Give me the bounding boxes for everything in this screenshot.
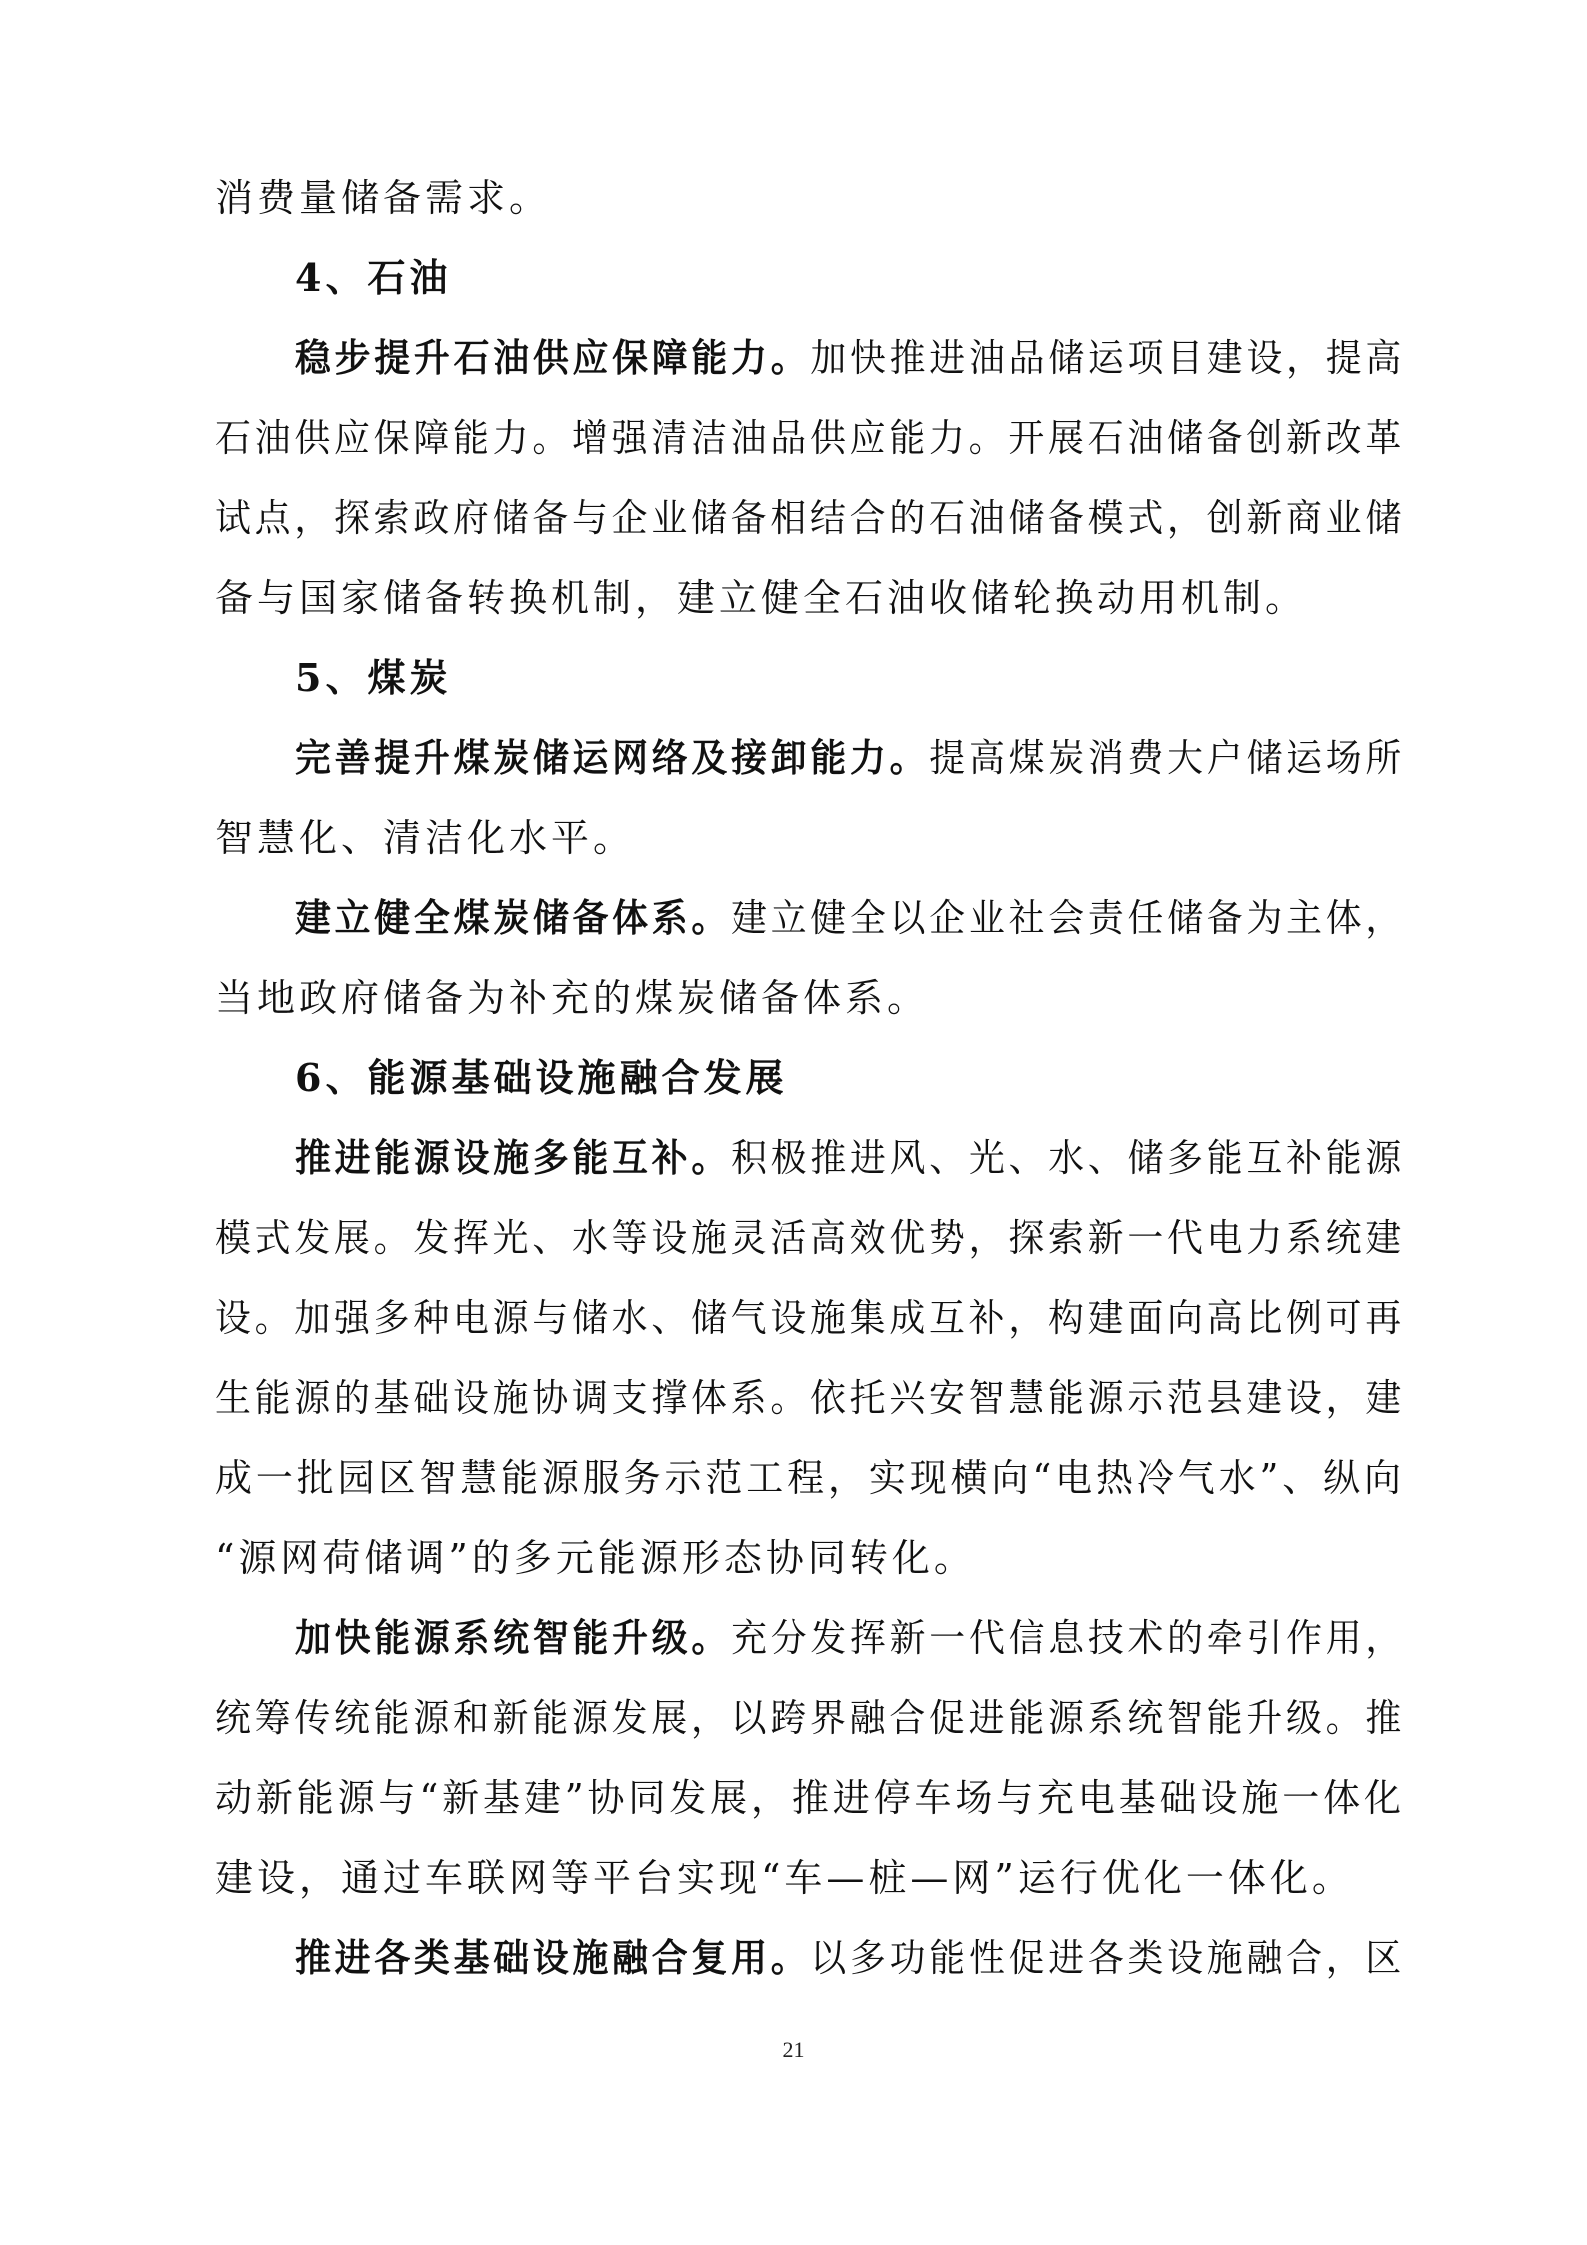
text-line	[0, 478, 1587, 558]
text-line-content	[295, 318, 1405, 398]
bold-heading-span: 推进能源设施多能互补。	[295, 1135, 732, 1180]
text-line	[0, 1198, 1587, 1278]
text-line-content	[215, 558, 1307, 638]
bold-heading-span: 4、石油	[295, 255, 452, 300]
text-line	[0, 1118, 1587, 1198]
text-span: 当地政府储备为补充的煤炭储备体系。	[215, 976, 930, 1020]
text-span: 提高煤炭消费大户储运场所	[929, 736, 1406, 780]
text-line-content	[295, 1118, 1405, 1198]
text-line	[0, 798, 1587, 878]
text-line	[0, 958, 1587, 1038]
text-line-content	[295, 1598, 1405, 1678]
text-span: 备与国家储备转换机制，建立健全石油收储轮换动用机制。	[215, 576, 1308, 620]
text-line-content	[215, 478, 1405, 558]
text-line-content	[295, 1038, 787, 1118]
text-line	[0, 238, 1587, 318]
text-span: 以多功能性促进各类设施融合，区	[810, 1936, 1406, 1980]
bold-heading-span: 建立健全煤炭储备体系。	[295, 895, 732, 940]
text-span: 积极推进风、光、水、储多能互补能源	[731, 1136, 1406, 1180]
bold-heading-span: 完善提升煤炭储运网络及接卸能力。	[295, 735, 930, 780]
text-line	[0, 398, 1587, 478]
text-span: 建立健全以企业社会责任储备为主体，	[731, 896, 1406, 940]
text-line	[0, 1758, 1587, 1838]
text-line-content	[295, 1918, 1405, 1998]
text-span: 统筹传统能源和新能源发展，以跨界融合促进能源系统智能升级。推	[215, 1696, 1406, 1740]
text-line-content	[215, 958, 929, 1038]
text-span: 充分发挥新一代信息技术的牵引作用，	[731, 1616, 1406, 1660]
bold-heading-span: 推进各类基础设施融合复用。	[295, 1935, 811, 1980]
text-line	[0, 1038, 1587, 1118]
text-line	[0, 1918, 1587, 1998]
text-span: 建设，通过车联网等平台实现“车—桩—网”运行优化一体化。	[215, 1856, 1354, 1900]
text-line	[0, 1358, 1587, 1438]
text-line	[0, 318, 1587, 398]
text-span: 生能源的基础设施协调支撑体系。依托兴安智慧能源示范县建设，建	[215, 1376, 1406, 1420]
text-line	[0, 1278, 1587, 1358]
text-line-content	[295, 638, 451, 718]
text-span: “源网荷储调”的多元能源形态协同转化。	[215, 1536, 976, 1580]
text-line	[0, 718, 1587, 798]
text-line	[0, 1678, 1587, 1758]
text-line	[0, 558, 1587, 638]
text-span: 加快推进油品储运项目建设，提高	[810, 336, 1406, 380]
text-line-content	[215, 1838, 1354, 1918]
text-line-content	[295, 878, 1405, 958]
text-line-content	[215, 1358, 1405, 1438]
text-line-content	[215, 398, 1405, 478]
text-line-content	[215, 1678, 1405, 1758]
bold-heading-span: 加快能源系统智能升级。	[295, 1615, 732, 1660]
text-span: 石油供应保障能力。增强清洁油品供应能力。开展石油储备创新改革	[215, 416, 1406, 460]
text-line-content	[295, 718, 1405, 798]
text-line-content	[215, 158, 551, 238]
text-line-content	[215, 1438, 1405, 1518]
text-span: 模式发展。发挥光、水等设施灵活高效优势，探索新一代电力系统建	[215, 1216, 1406, 1260]
text-line-content	[215, 1518, 976, 1598]
text-line	[0, 1518, 1587, 1598]
text-line-content	[295, 238, 451, 318]
text-line	[0, 158, 1587, 238]
text-line-content	[215, 798, 635, 878]
text-line	[0, 1438, 1587, 1518]
text-line-content	[215, 1758, 1405, 1838]
text-line-content	[215, 1198, 1405, 1278]
bold-heading-span: 5、煤炭	[295, 655, 452, 700]
bold-heading-span: 稳步提升石油供应保障能力。	[295, 335, 811, 380]
page-number: 21	[782, 2037, 805, 2062]
text-line-content	[215, 1278, 1405, 1358]
text-span: 智慧化、清洁化水平。	[215, 816, 636, 860]
text-span: 动新能源与“新基建”协同发展，推进停车场与充电基础设施一体化	[215, 1776, 1405, 1820]
text-span: 设。加强多种电源与储水、储气设施集成互补，构建面向高比例可再	[215, 1296, 1406, 1340]
bold-heading-span: 6、能源基础设施融合发展	[295, 1055, 788, 1100]
text-line	[0, 1838, 1587, 1918]
text-line	[0, 1598, 1587, 1678]
text-span: 消费量储备需求。	[215, 176, 552, 220]
text-line	[0, 878, 1587, 958]
text-span: 成一批园区智慧能源服务示范工程，实现横向“电热冷气水”、纵向	[215, 1456, 1405, 1500]
text-line	[0, 638, 1587, 718]
text-span: 试点，探索政府储备与企业储备相结合的石油储备模式，创新商业储	[215, 496, 1406, 540]
